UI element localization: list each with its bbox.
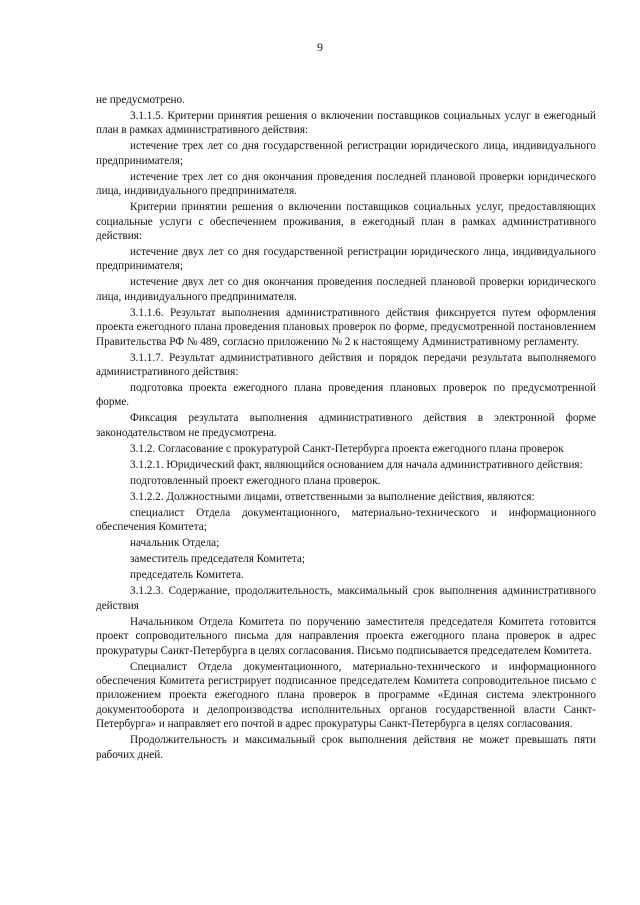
paragraph: Специалист Отдела документационного, материально-технического и информационного обеспечения Комитета регистрирует подписанное председателем Комитета сопроводительное письмо с приложением проекта ежегодного плана проверок в программе «Единая система электронного документооборота и делопроизводства исполнительных органов государственной власти Санкт-Петербурга» и направляет его почтой в адрес прокуратуры Санкт-Петербурга в целях согласования. [96,660,596,731]
paragraph: 3.1.2. Согласование с прокуратурой Санкт-Петербурга проекта ежегодного плана проверок [130,442,564,455]
paragraph: истечение трех лет со дня окончания проведения последней плановой проверки юридического лица, индивидуального предпринимателя. [96,170,596,198]
paragraph: подготовка проекта ежегодного плана проведения плановых проверок по предусмотренной форме. [96,382,596,409]
paragraph: специалист Отдела документационного, материально-технического и информационного обеспечения Комитета; [96,506,596,534]
paragraph: подготовленный проект ежегодного плана проверок. [130,474,381,487]
document-body [96,93,596,764]
paragraph: Начальником Отдела Комитета по поручению заместителя председателя Комитета готовится проект сопроводительного письма для направления проекта ежегодного плана проверок в адрес прокуратуры Санкт-Петербурга в целях согласования. Письмо подписывается председателем Комитета. [96,615,596,657]
paragraph: 3.1.2.1. Юридический факт, являющийся основанием для начала административного действия: [130,458,583,471]
paragraph: истечение двух лет со дня окончания проведения последней плановой проверки юридического лица, индивидуального предпринимателя. [96,276,596,303]
paragraph: Критерии принятии решения о включении поставщиков социальных услуг, предоставляющих социальные услуги с обеспечением проживания, в ежегодный план в рамках административного действия: [96,201,596,243]
paragraph: Фиксация результата выполнения административного действия в электронной форме законодательством не предусмотрена. [96,412,596,439]
paragraph: начальник Отдела; [130,537,220,550]
paragraph: 3.1.1.6. Результат выполнения административного действия фиксируется путем оформления проекта ежегодного плана проведения плановых проверок по форме, предусмотренной постановлением Правительства РФ № 489, согласно приложению № 2 к настоящему Административному регламенту. [96,306,596,348]
paragraph: 3.1.1.7. Результат административного действия и порядок передачи результата выполняемого административного действия: [96,351,596,379]
paragraph: 3.1.2.3. Содержание, продолжительность, максимальный срок выполнения административного действия [96,585,596,612]
paragraph: председатель Комитета. [130,569,244,582]
paragraph: не предусмотрено. [96,94,185,106]
page-number: 9 [317,40,323,54]
paragraph: Продолжительность и максимальный срок выполнения действия не может превышать пяти рабочих дней. [96,734,596,761]
paragraph: 3.1.1.5. Критерии принятия решения о включении поставщиков социальных услуг в ежегодный план в рамках административного действия: [96,110,596,137]
paragraph: истечение трех лет со дня государственной регистрации юридического лица, индивидуального предпринимателя; [96,140,596,167]
paragraph: заместитель председателя Комитета; [130,553,305,566]
paragraph: 3.1.2.2. Должностными лицами, ответственными за выполнение действия, являются: [130,490,535,503]
paragraph: истечение двух лет со дня государственной регистрации юридического лица, индивидуального предпринимателя; [96,246,596,273]
